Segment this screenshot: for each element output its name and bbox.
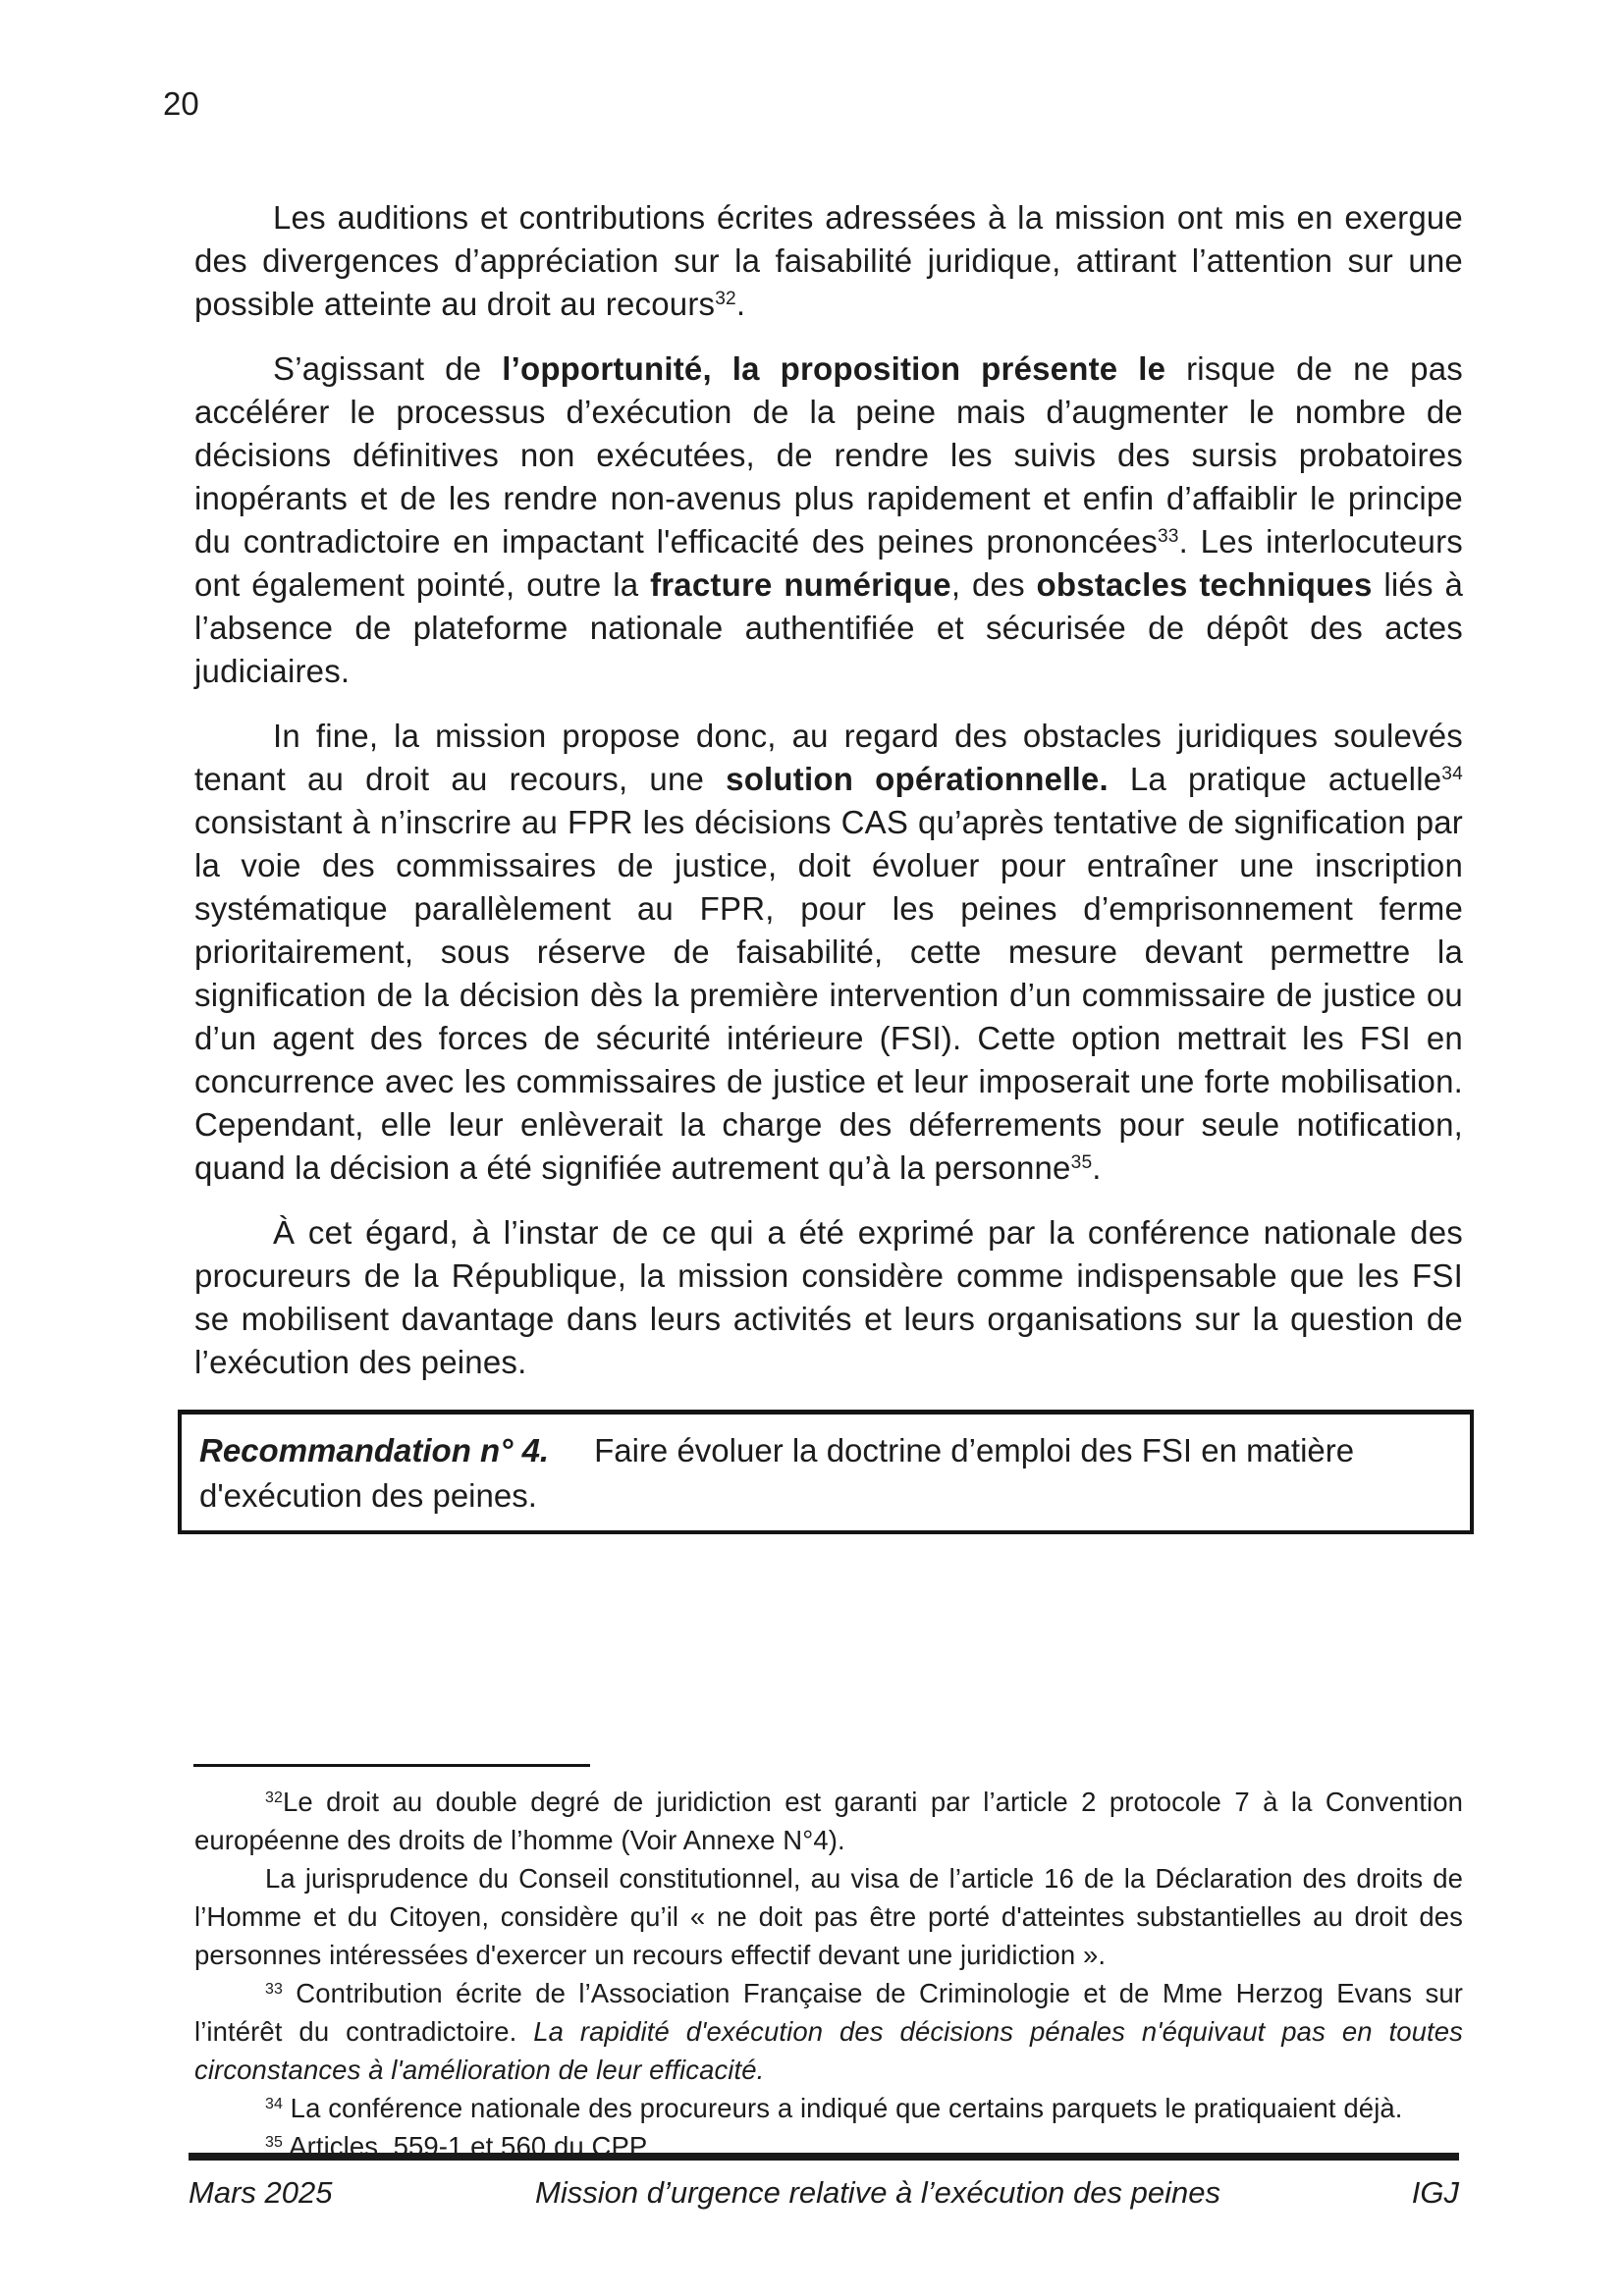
footer-date: Mars 2025 (189, 2175, 333, 2210)
page-body (194, 0, 1463, 2165)
page-number: 20 (163, 85, 199, 122)
body-paragraph: S’agissant de l’opportunité, la proposition présente le risque de ne pas accélérer le processus d’exécution de la peine mais d’augmenter le nombre de décisions définitives non exécutées, de rendre les suivis des sursis probatoires inopérants et de les rendre non-avenus plus rapidement et enfin d’affaiblir le principe du contradictoire en impactant l'efficacité des peines prononcées$^{33}$. Les interlocuteurs ont également pointé, outre la fracture numérique, des obstacles techniques liés à l’absence de plateforme nationale authentifiée et sécurisée de dépôt des actes judiciaires. (194, 350, 1464, 689)
footnote: $^{35}$ Articles. 559-1 et 560 du CPP (265, 2131, 648, 2162)
body-paragraph: In fine, la mission propose donc, au regard des obstacles juridiques soulevés tenant au droit au recours, une solution opérationnelle. La pratique actuelle$^{34}$ consistant à n’inscrire au FPR les décisions CAS qu’après tentative de signification par la voie des commissaires de justice, doit évoluer pour entraîner une inscription systématique parallèlement au FPR, pour les peines d’emprisonnement ferme prioritairement, sous réserve de faisabilité, cette mesure devant permettre la signification de la décision dès la première intervention d’un commissaire de justice ou d’un agent des forces de sécurité intérieure (FSI). Cette option mettrait les FSI en concurrence avec les commissaires de justice et leur imposerait une forte mobilisation. Cependant, elle leur enlèverait la charge des déferrements pour seule notification, quand la décision a été signifiée autrement qu’à la personne$^{35}$. (194, 718, 1463, 1186)
footer-title: Mission d’urgence relative à l’exécution des peines (535, 2175, 1220, 2210)
footnote: $^{33}$ Contribution écrite de l’Association Française de Criminologie et de Mme Herzog Evans sur l’intérêt du contradictoire. La rapidité d'exécution des décisions pénales n'équivaut pas en toutes circonstances à l'amélioration de leur efficacité. (194, 1978, 1464, 2085)
page-footer (189, 2153, 1459, 2212)
footnotes-section (194, 1783, 1463, 2165)
footnote: La jurisprudence du Conseil constitutionnel, au visa de l’article 16 de la Déclaration des droits de l’Homme et du Citoyen, considère qu’il « ne doit pas être porté d'atteintes substantielles au droit des personnes intéressées d'exercer un recours effectif devant une juridiction ». (194, 1863, 1463, 1970)
recommendation-box (178, 1410, 1474, 1534)
body-paragraph: Les auditions et contributions écrites adressées à la mission ont mis en exergue des divergences d’appréciation sur la faisabilité juridique, attirant l’attention sur une possible atteinte au droit au recours$^{32}$. (194, 199, 1463, 322)
recommendation-text: Faire évoluer la doctrine d’emploi des FSI en matière d'exécution des peines. (199, 1432, 1355, 1514)
body-paragraph: À cet égard, à l’instar de ce qui a été exprimé par la conférence nationale des procureurs de la République, la mission considère comme indispensable que les FSI se mobilisent davantage dans leurs activités et leurs organisations sur la question de l’exécution des peines. (194, 1214, 1463, 1380)
footnote: $^{34}$ La conférence nationale des procureurs a indiqué que certains parquets le pratiquaient déjà. (265, 2093, 1403, 2123)
footer-initials: IGJ (1411, 2175, 1459, 2210)
footnote-separator (193, 1764, 590, 1767)
footnote: $^{32}$Le droit au double degré de juridiction est garanti par l’article 2 protocole 7 à la Convention européenne des droits de l’homme (Voir Annexe N°4). (194, 1787, 1463, 1855)
recommendation-label: Recommandation n° 4. (199, 1432, 550, 1468)
